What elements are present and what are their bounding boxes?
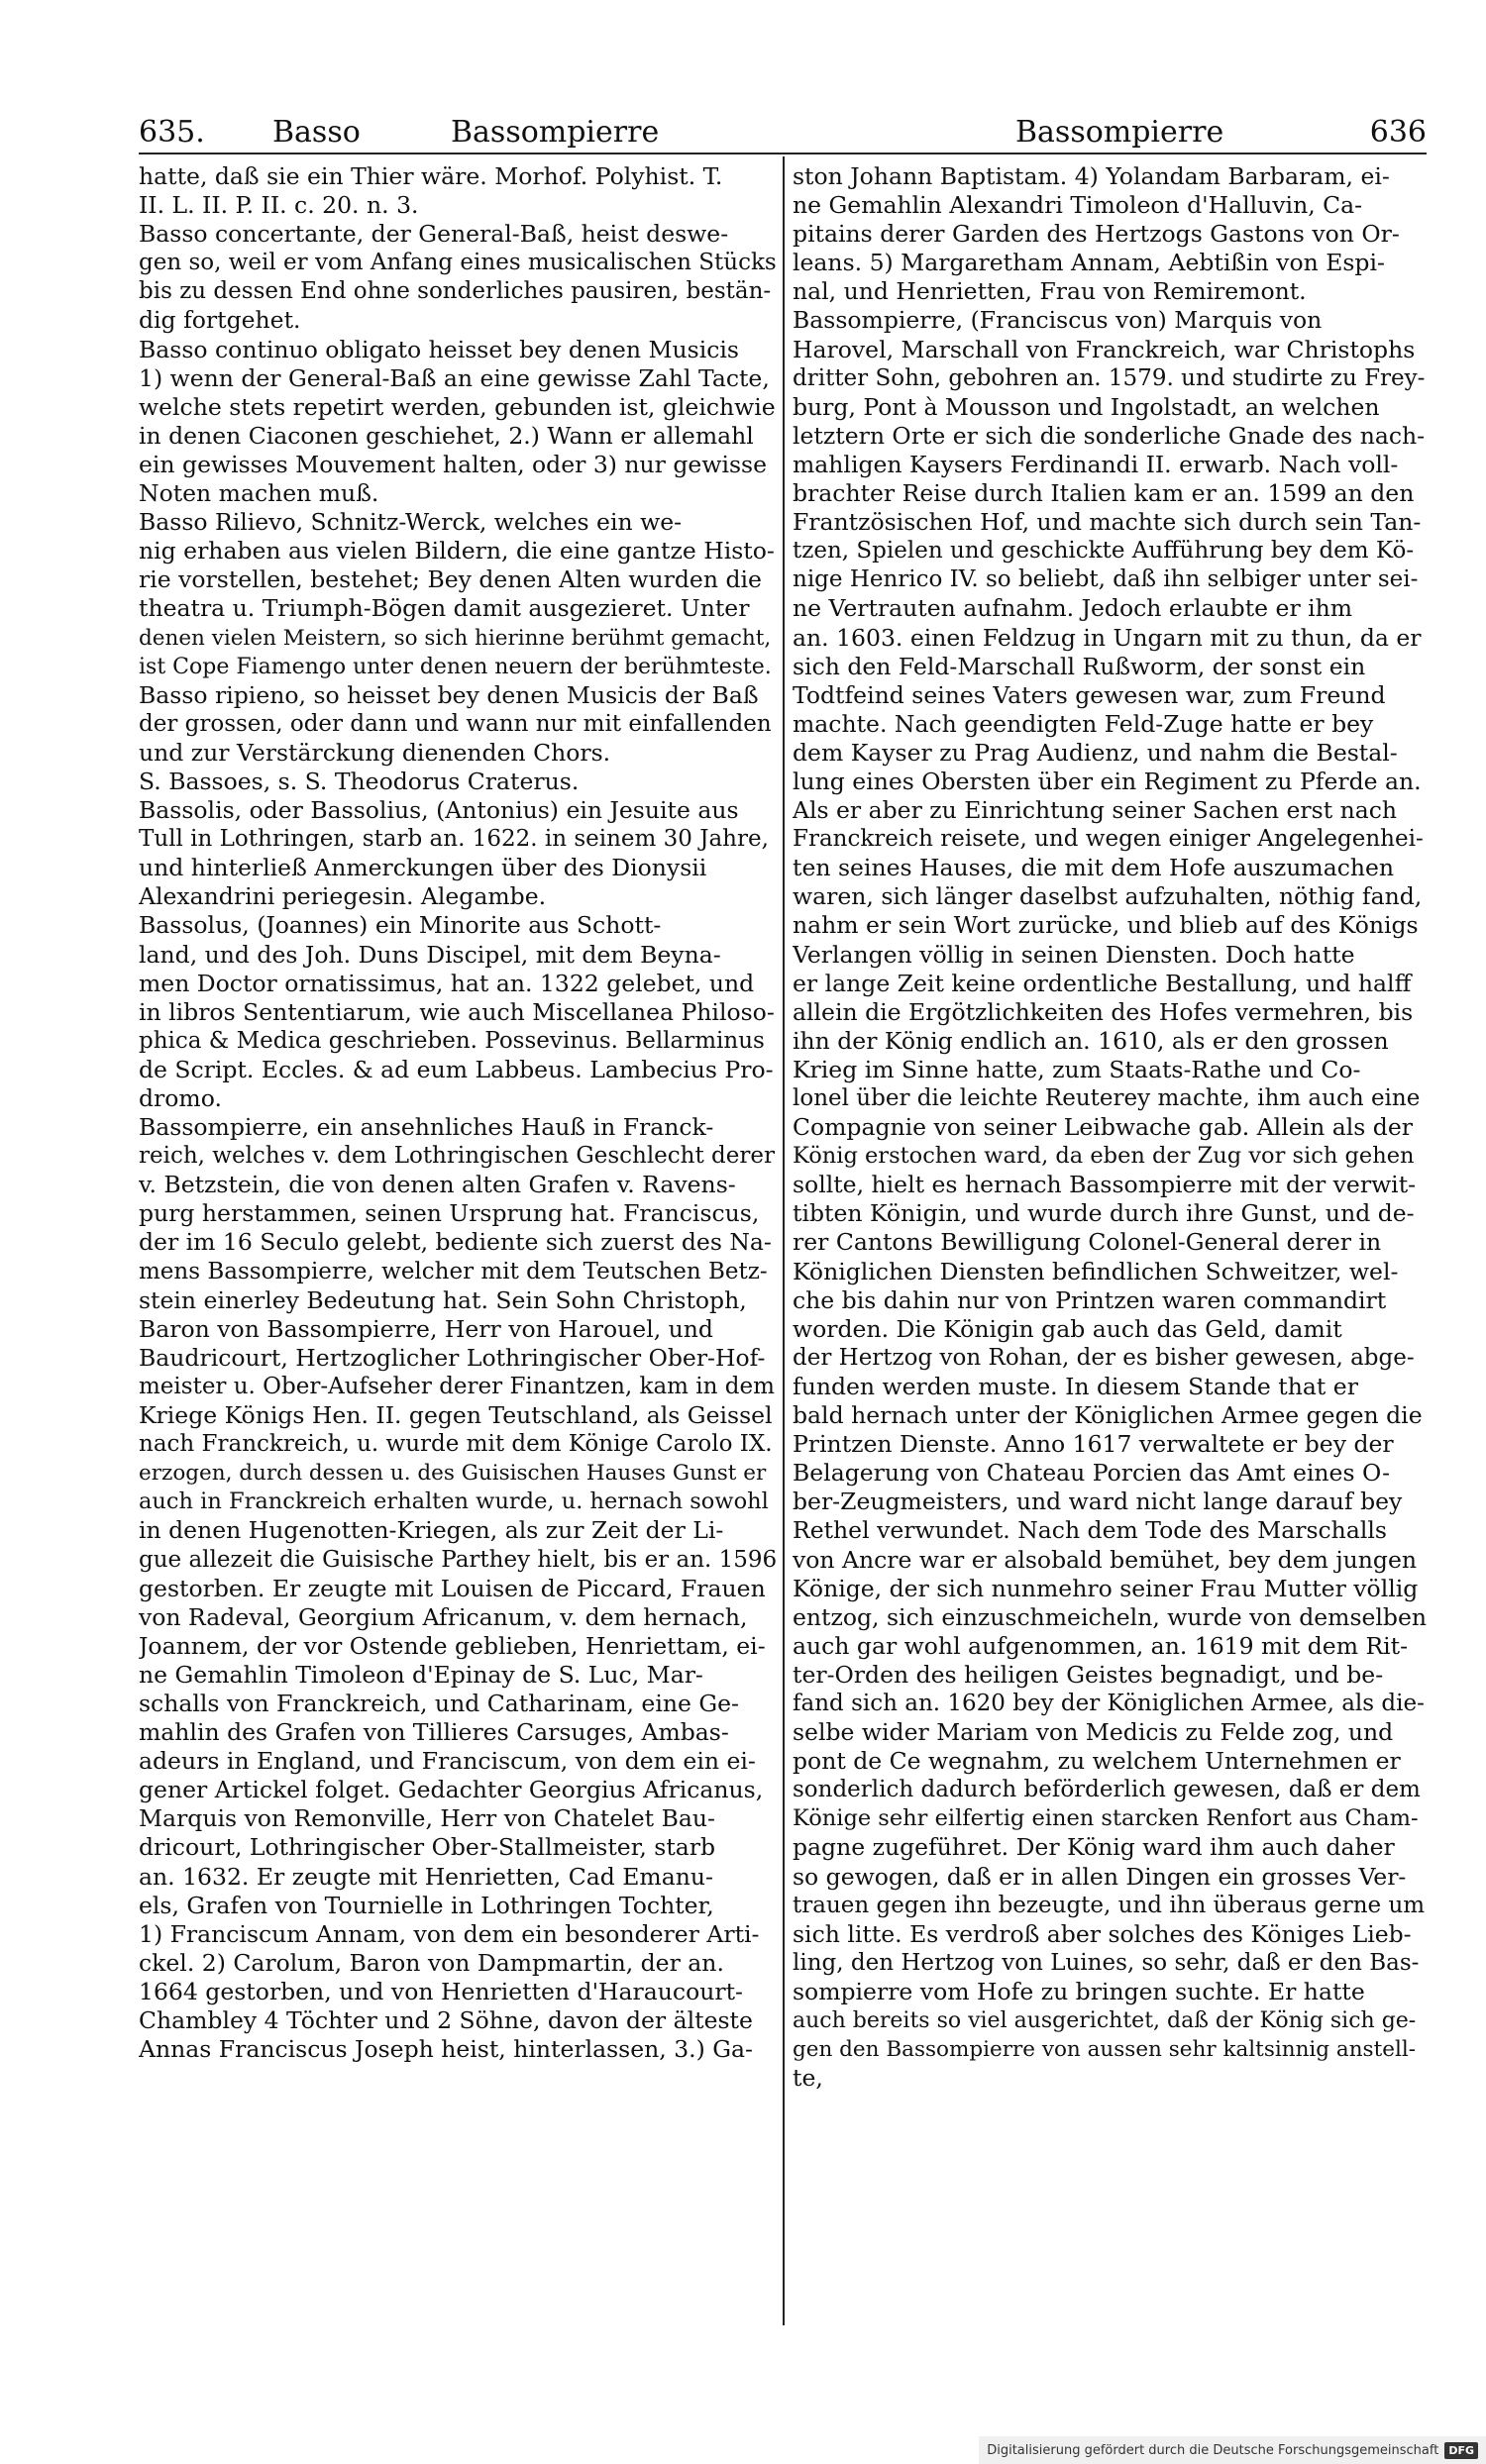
text-line: sonderlich dadurch beförderlich gewesen, daß er dem [793, 1777, 1421, 1803]
text-line: meister u. Ober-Aufseher derer Finantzen, kam in dem [139, 1373, 775, 1399]
right-catchword: Bassompierre [1015, 115, 1224, 150]
text-line: els, Grafen von Tournielle in Lothringen Tochter, [139, 1891, 714, 1919]
text-line: Noten machen muß. [139, 479, 379, 508]
text-line: Bassompierre, ein ansehnliches Hauß in Franck- [139, 1113, 714, 1142]
text-line: te, [793, 2064, 823, 2093]
text-line: tzen, Spielen und geschickte Aufführung bey dem Kö- [793, 538, 1415, 565]
text-line: in libros Sententiarum, wie auch Miscellanea Philoso- [139, 997, 775, 1026]
text-line: v. Betzstein, die von denen alten Grafen v. Ravens- [139, 1171, 736, 1199]
text-line: 1664 gestorben, und von Henrietten d'Haraucourt- [139, 1977, 743, 2005]
left-page-number: 635. [139, 115, 205, 150]
text-line: Basso concertante, der General-Baß, heist deswe- [139, 220, 729, 249]
text-line: ne Gemahlin Alexandri Timoleon d'Halluvin, Ca- [793, 191, 1363, 220]
text-line: Basso ripieno, so heisset bey denen Musicis der Baß [139, 680, 759, 709]
text-line: 1) Franciscum Annam, von dem ein besonderer Arti- [139, 1919, 760, 1948]
text-line: rer Cantons Bewilligung Colonel-General derer in [793, 1228, 1382, 1257]
text-line: fand sich an. 1620 bey der Königlichen Armee, als die- [793, 1690, 1425, 1716]
text-line: dem Kayser zu Prag Audienz, und nahm die Bestal- [793, 738, 1398, 767]
text-line: Tull in Lothringen, starb an. 1622. in seinem 30 Jahre, [139, 826, 769, 853]
text-line: welche stets repetirt werden, gebunden ist, gleichwie [139, 392, 776, 421]
text-line: denen vielen Meistern, so sich hierinne berühmt gemacht, [139, 625, 772, 651]
text-line: auch gar wohl aufgenommen, an. 1619 mit dem Rit- [793, 1631, 1409, 1660]
text-line: reich, welches v. dem Lothringischen Geschlecht derer [139, 1143, 775, 1170]
text-line: men Doctor ornatissimus, hat an. 1322 gelebet, und [139, 969, 755, 997]
text-line: leans. 5) Margaretham Annam, Aebtißin von Espi- [793, 249, 1385, 277]
text-line: dricourt, Lothringischer Ober-Stallmeister, starb [139, 1833, 716, 1862]
text-line: ckel. 2) Carolum, Baron von Dampmartin, der an. [139, 1948, 724, 1977]
column-divider [783, 156, 785, 2325]
text-line: land, und des Joh. Duns Discipel, mit dem Beyna- [139, 940, 721, 969]
right-page-number: 636 [1369, 115, 1427, 150]
left-catchword-2: Bassompierre [451, 115, 660, 150]
text-line: purg herstammen, seinen Ursprung hat. Franciscus, [139, 1199, 760, 1228]
text-line: nig erhaben aus vielen Bildern, die eine gantze Histo- [139, 537, 775, 565]
text-line: che bis dahin nur von Printzen waren commandirt [793, 1285, 1387, 1314]
text-line: sollte, hielt es hernach Bassompierre mit der verwit- [793, 1171, 1417, 1199]
text-line: waren, sich länger daselbst aufzuhalten, nöthig fand, [793, 882, 1423, 911]
text-line: allein die Ergötzlichkeiten des Hofes vermehren, bis [793, 997, 1414, 1026]
text-line: letztern Orte er sich die sonderliche Gnade des nach- [793, 421, 1426, 450]
text-line: König erstochen ward, da eben der Zug vor sich gehen [793, 1143, 1415, 1170]
text-line: von Ancre war er alsobald bemühet, bey dem jungen [793, 1545, 1418, 1574]
text-line: Chambley 4 Töchter und 2 Söhne, davon der älteste [139, 2006, 753, 2034]
text-line: in denen Ciaconen geschiehet, 2.) Wann er allemahl [139, 421, 754, 450]
text-line: auch in Franckreich erhalten wurde, u. hernach sowohl [139, 1489, 769, 1515]
text-line: Alexandrini periegesin. Alegambe. [139, 882, 547, 911]
text-line: Krieg im Sinne hatte, zum Staats-Rathe und Co- [793, 1055, 1361, 1083]
text-line: ne Gemahlin Timoleon d'Epinay de S. Luc, Mar- [139, 1660, 703, 1689]
text-line: lonel über die leichte Reuterey machte, ihm auch eine [793, 1085, 1421, 1111]
text-line: hatte, daß sie ein Thier wäre. Morhof. Polyhist. T. [139, 162, 723, 190]
text-line: von Radeval, Georgium Africanum, v. dem hernach, [139, 1602, 748, 1631]
text-line: Bassompierre, (Franciscus von) Marquis von [793, 306, 1323, 335]
text-line: theatra u. Triumph-Bögen damit ausgezieret. Unter [139, 594, 750, 623]
text-line: erzogen, durch dessen u. des Guisischen Hauses Gunst er [139, 1461, 767, 1487]
text-line: nige Henrico IV. so beliebt, daß ihn selbiger unter sei- [793, 566, 1419, 593]
text-line: 1) wenn der General-Baß an eine gewisse Zahl Tacte, [139, 363, 770, 392]
text-line: der grossen, oder dann und wann nur mit einfallenden [139, 710, 772, 737]
left-text-column [139, 162, 778, 2064]
text-line: Belagerung von Chateau Porcien das Amt eines O- [793, 1459, 1391, 1488]
text-line: selbe wider Mariam von Medicis zu Felde zog, und [793, 1718, 1394, 1747]
text-line: Bassolus, (Joannes) ein Minorite aus Schott- [139, 911, 662, 940]
text-line: phica & Medica geschrieben. Possevinus. Bellarminus [139, 1027, 765, 1054]
text-line: tibten Königin, und wurde durch ihre Gunst, und de- [793, 1199, 1415, 1228]
text-line: ihn der König endlich an. 1610, als er den grossen [793, 1026, 1389, 1055]
text-line: nach Franckreich, u. wurde mit dem Könige Carolo IX. [139, 1431, 773, 1458]
text-line: dig fortgehet. [139, 306, 301, 335]
text-line: Franckreich reisete, und wegen einiger Angelegenhei- [793, 826, 1424, 853]
text-line: pont de Ce wegnahm, zu welchem Unternehmen er [793, 1747, 1401, 1776]
text-line: gen den Bassompierre von aussen sehr kaltsinnig anstell- [793, 2037, 1416, 2063]
right-text-column [793, 162, 1427, 2093]
text-line: in denen Hugenotten-Kriegen, als zur Zeit der Li- [139, 1516, 724, 1545]
text-line: machte. Nach geendigten Feld-Zuge hatte er bey [793, 709, 1374, 738]
text-line: gener Artickel folget. Gedachter Georgius Africanus, [139, 1776, 764, 1804]
text-line: Verlangen völlig in seinen Diensten. Doch hatte [793, 940, 1355, 969]
text-line: Als er aber zu Einrichtung seiner Sachen erst nach [793, 796, 1398, 825]
text-line: worden. Die Königin gab auch das Geld, damit [793, 1314, 1342, 1343]
text-line: bis zu dessen End ohne sonderliches pausiren, bestän- [139, 278, 772, 305]
text-line: lung eines Obersten über ein Regiment zu Pferde an. [793, 767, 1422, 795]
text-line: Bassolis, oder Bassolius, (Antonius) ein Jesuite aus [139, 796, 739, 825]
text-line: der im 16 Seculo gelebt, bediente sich zuerst des Na- [139, 1228, 772, 1257]
text-line: S. Bassoes, s. S. Theodorus Craterus. [139, 767, 580, 795]
text-line: gen so, weil er vom Anfang eines musicalischen Stücks [139, 250, 777, 276]
text-line: de Script. Eccles. & ad eum Labbeus. Lambecius Pro- [139, 1055, 774, 1083]
text-line: Basso Rilievo, Schnitz-Werck, welches ein we- [139, 508, 683, 537]
text-line: mens Bassompierre, welcher mit dem Teutschen Betz- [139, 1258, 768, 1284]
text-line: dritter Sohn, gebohren an. 1579. und studirte zu Frey- [793, 364, 1426, 391]
text-line: mahligen Kaysers Ferdinandi II. erwarb. Nach voll- [793, 450, 1399, 478]
text-line: Baudricourt, Hertzoglicher Lothringischer Ober-Hof- [139, 1343, 766, 1372]
text-line: funden werden muste. In diesem Stande that er [793, 1372, 1358, 1400]
text-line: sompierre vom Hofe zu bringen suchte. Er hatte [793, 1977, 1365, 2005]
text-line: rie vorstellen, bestehet; Bey denen Alten wurden die [139, 565, 762, 594]
text-line: mahlin des Grafen von Tillieres Carsuges, Ambas- [139, 1718, 729, 1747]
text-line: Compagnie von seiner Leibwache gab. Allein als der [793, 1113, 1413, 1142]
text-line: Joannem, der vor Ostende geblieben, Henriettam, ei- [139, 1631, 766, 1660]
text-line: und zur Verstärckung dienenden Chors. [139, 738, 611, 767]
text-line: schalls von Franckreich, und Catharinam, eine Ge- [139, 1689, 739, 1717]
text-line: bald hernach unter der Königlichen Armee gegen die [793, 1401, 1423, 1430]
text-line: Kriege Königs Hen. II. gegen Teutschland, als Geissel [139, 1401, 773, 1430]
text-line: ne Vertrauten aufnahm. Jedoch erlaubte er ihm [793, 594, 1353, 623]
text-line: ston Johann Baptistam. 4) Yolandam Barbaram, ei- [793, 162, 1390, 190]
text-line: an. 1632. Er zeugte mit Henrietten, Cad Emanu- [139, 1862, 713, 1891]
text-line: Rethel verwundet. Nach dem Tode des Marschalls [793, 1516, 1387, 1545]
text-line: Könige sehr eilfertig einen starcken Renfort aus Cham- [793, 1805, 1419, 1832]
text-line: sich den Feld-Marschall Rußworm, der sonst ein [793, 652, 1366, 680]
text-line: ein gewisses Mouvement halten, oder 3) nur gewisse [139, 450, 767, 478]
text-line: Könige, der sich nunmehro seiner Frau Mutter völlig [793, 1574, 1419, 1602]
text-line: ber-Zeugmeisters, und ward nicht lange darauf bey [793, 1488, 1403, 1516]
text-line: an. 1603. einen Feldzug in Ungarn mit zu thun, da er [793, 623, 1422, 652]
header-rule [139, 153, 1427, 154]
footer-text: Digitalisierung gefördert durch die Deutsche Forschungsgemeinschaft [987, 2442, 1439, 2458]
text-line: auch bereits so viel ausgerichtet, daß der König sich ge- [793, 2008, 1417, 2033]
text-line: Baron von Bassompierre, Herr von Harouel, und [139, 1314, 713, 1343]
text-line: brachter Reise durch Italien kam er an. 1599 an den [793, 479, 1415, 508]
text-line: entzog, sich einzuschmeicheln, wurde von demselben [793, 1602, 1427, 1631]
footer-credit [979, 2436, 1486, 2464]
text-line: Frantzösischen Hof, und machte sich durch sein Tan- [793, 508, 1422, 537]
running-header [139, 107, 1427, 156]
text-line: Marquis von Remonville, Herr von Chatelet Bau- [139, 1804, 715, 1833]
text-line: II. L. II. P. II. c. 20. n. 3. [139, 191, 419, 220]
text-line: er lange Zeit keine ordentliche Bestallung, und halff [793, 969, 1412, 997]
text-line: Printzen Dienste. Anno 1617 verwaltete er bey der [793, 1430, 1394, 1459]
text-line: stein einerley Bedeutung hat. Sein Sohn Christoph, [139, 1285, 747, 1314]
text-line: pagne zugeführet. Der König ward ihm auch daher [793, 1833, 1395, 1862]
text-line: Annas Franciscus Joseph heist, hinterlassen, 3.) Ga- [139, 2035, 753, 2064]
text-line: pitains derer Garden des Hertzogs Gastons von Or- [793, 220, 1400, 249]
text-line: trauen gegen ihn bezeugte, und ihn überaus gerne um [793, 1892, 1426, 1918]
text-line: dromo. [139, 1084, 222, 1112]
text-line: ten seines Hauses, die mit dem Hofe auszumachen [793, 854, 1395, 882]
text-line: Königlichen Diensten befindlichen Schweitzer, wel- [793, 1257, 1399, 1285]
text-line: Basso continuo obligato heisset bey denen Musicis [139, 335, 739, 363]
text-line: ist Cope Fiamengo unter denen neuern der berühmteste. [139, 654, 772, 679]
text-line: nahm er sein Wort zurücke, und blieb auf des Königs [793, 911, 1419, 940]
text-line: gestorben. Er zeugte mit Louisen de Piccard, Frauen [139, 1574, 766, 1602]
text-line: ter-Orden des heiligen Geistes begnadigt, und be- [793, 1660, 1384, 1689]
left-catchword-1: Basso [272, 115, 361, 150]
text-line: adeurs in England, und Franciscum, von dem ein ei- [139, 1747, 756, 1776]
dfg-logo: DFG [1444, 2442, 1478, 2459]
text-line: nal, und Henrietten, Frau von Remiremont. [793, 277, 1307, 306]
text-line: burg, Pont à Mousson und Ingolstadt, an welchen [793, 392, 1380, 421]
text-line: so gewogen, daß er in allen Dingen ein grosses Ver- [793, 1862, 1407, 1891]
text-line: der Hertzog von Rohan, der es bisher gewesen, abge- [793, 1344, 1415, 1371]
text-line: Harovel, Marschall von Franckreich, war Christophs [793, 335, 1416, 363]
text-line: gue allezeit die Guisische Parthey hielt, bis er an. 1596 [139, 1546, 778, 1573]
text-line: und hinterließ Anmerckungen über des Dionysii [139, 854, 707, 882]
text-line: ling, den Hertzog von Luines, so sehr, daß er den Bas- [793, 1949, 1420, 1976]
text-line: Todtfeind seines Vaters gewesen war, zum Freund [793, 680, 1386, 709]
text-line: sich litte. Es verdroß aber solches des Königes Lieb- [793, 1919, 1412, 1948]
